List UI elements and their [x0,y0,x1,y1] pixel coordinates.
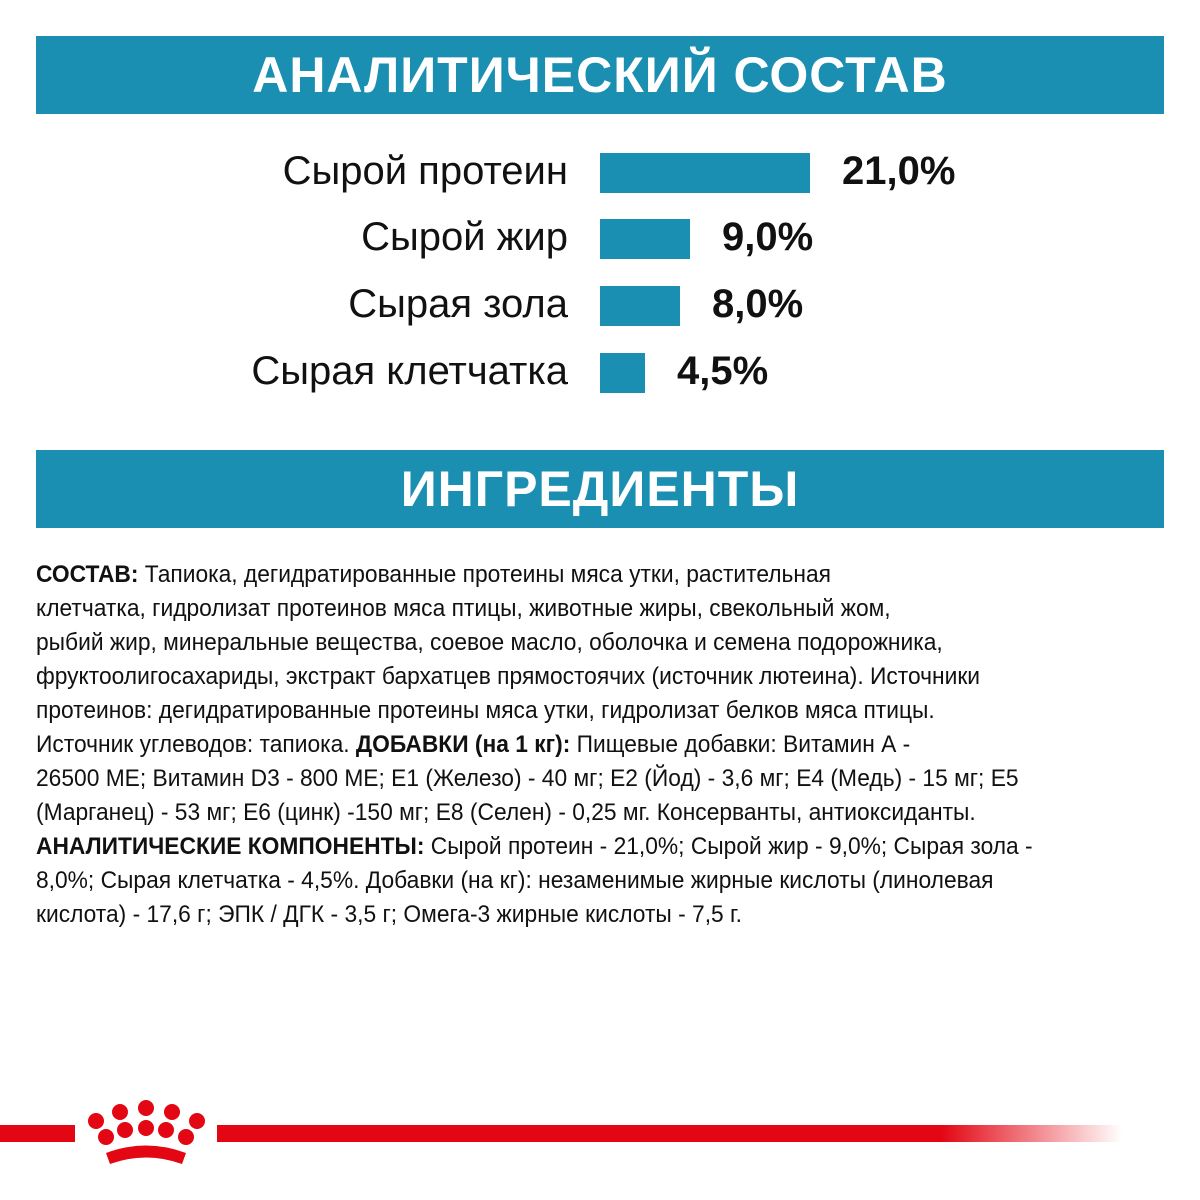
nutrient-value: 21,0% [842,149,956,193]
nutrient-row [0,149,1200,193]
section-label: СОСТАВ: [36,561,145,588]
nutrient-label: Сырой протеин [282,149,568,193]
nutrient-bar [600,153,810,193]
red-line-right [217,1125,1122,1142]
text-segment: протеинов: дегидратированные протеины мяса утки, гидролизат белков мяса птицы. [36,697,935,724]
text-segment: 26500 МЕ; Витамин D3 - 800 МЕ; Е1 (Железо) - 40 мг; Е2 (Йод) - 3,6 мг; Е4 (Медь) - 15 мг; Е5 [36,765,1019,792]
text-segment: Пищевые добавки: Витамин А - [576,731,911,758]
text-segment: рыбий жир, минеральные вещества, соевое масло, оболочка и семена подорожника, [36,629,943,656]
ingredients-text [36,558,1108,932]
nutrient-bar [600,219,690,259]
text-segment: 8,0%; Сырая клетчатка - 4,5%. Добавки (на кг): незаменимые жирные кислоты (линолевая [36,867,994,894]
text-segment: клетчатка, гидролизат протеинов мяса птицы, животные жиры, свекольный жом, [36,595,891,622]
text-line [36,796,1033,830]
text-segment: фруктоолигосахариды, экстракт бархатцев прямостоячих (источник лютеина). Источники [36,663,981,690]
nutrient-label: Сырая клетчатка [251,349,568,393]
text-line [36,694,1033,728]
nutrient-value: 4,5% [677,349,769,393]
nutrient-value: 8,0% [712,282,804,326]
text-line [36,626,1033,660]
text-segment: кислота) - 17,6 г; ЭПК / ДГК - 3,5 г; Омега-3 жирные кислоты - 7,5 г. [36,901,742,928]
nutrient-bar [600,286,680,326]
ingredients-header: ИНГРЕДИЕНТЫ [36,450,1164,528]
nutrient-value: 9,0% [722,215,814,259]
text-segment: Тапиока, дегидратированные протеины мяса утки, растительная [144,561,832,588]
text-segment: Сырой протеин - 21,0%; Сырой жир - 9,0%; Сырая зола - [430,833,1033,860]
text-line [36,660,1033,694]
royal-canin-crown-icon [88,1100,205,1164]
brand-footer [0,1090,1200,1170]
text-line [36,830,1033,864]
nutrient-label: Сырой жир [361,215,568,259]
nutrient-bar [600,353,645,393]
text-line [36,592,1033,626]
text-segment: (Марганец) - 53 мг; Е6 (цинк) -150 мг; Е8 (Селен) - 0,25 мг. Консерванты, антиоксиданты. [36,799,976,826]
text-line [36,898,1033,932]
text-line [36,864,1033,898]
analytic-composition-header: АНАЛИТИЧЕСКИЙ СОСТАВ [36,36,1164,114]
nutrient-label: Сырая зола [348,282,568,326]
text-segment: Источник углеводов: тапиока. [36,731,356,758]
text-line [36,728,1033,762]
nutrient-row [0,215,1200,259]
nutrient-row [0,349,1200,393]
red-line-left [0,1125,75,1142]
nutrient-row [0,282,1200,326]
section-label: ДОБАВКИ (на 1 кг): [355,731,577,758]
section-label: АНАЛИТИЧЕСКИЕ КОМПОНЕНТЫ: [36,833,431,860]
text-line [36,558,1033,592]
text-line [36,762,1033,796]
